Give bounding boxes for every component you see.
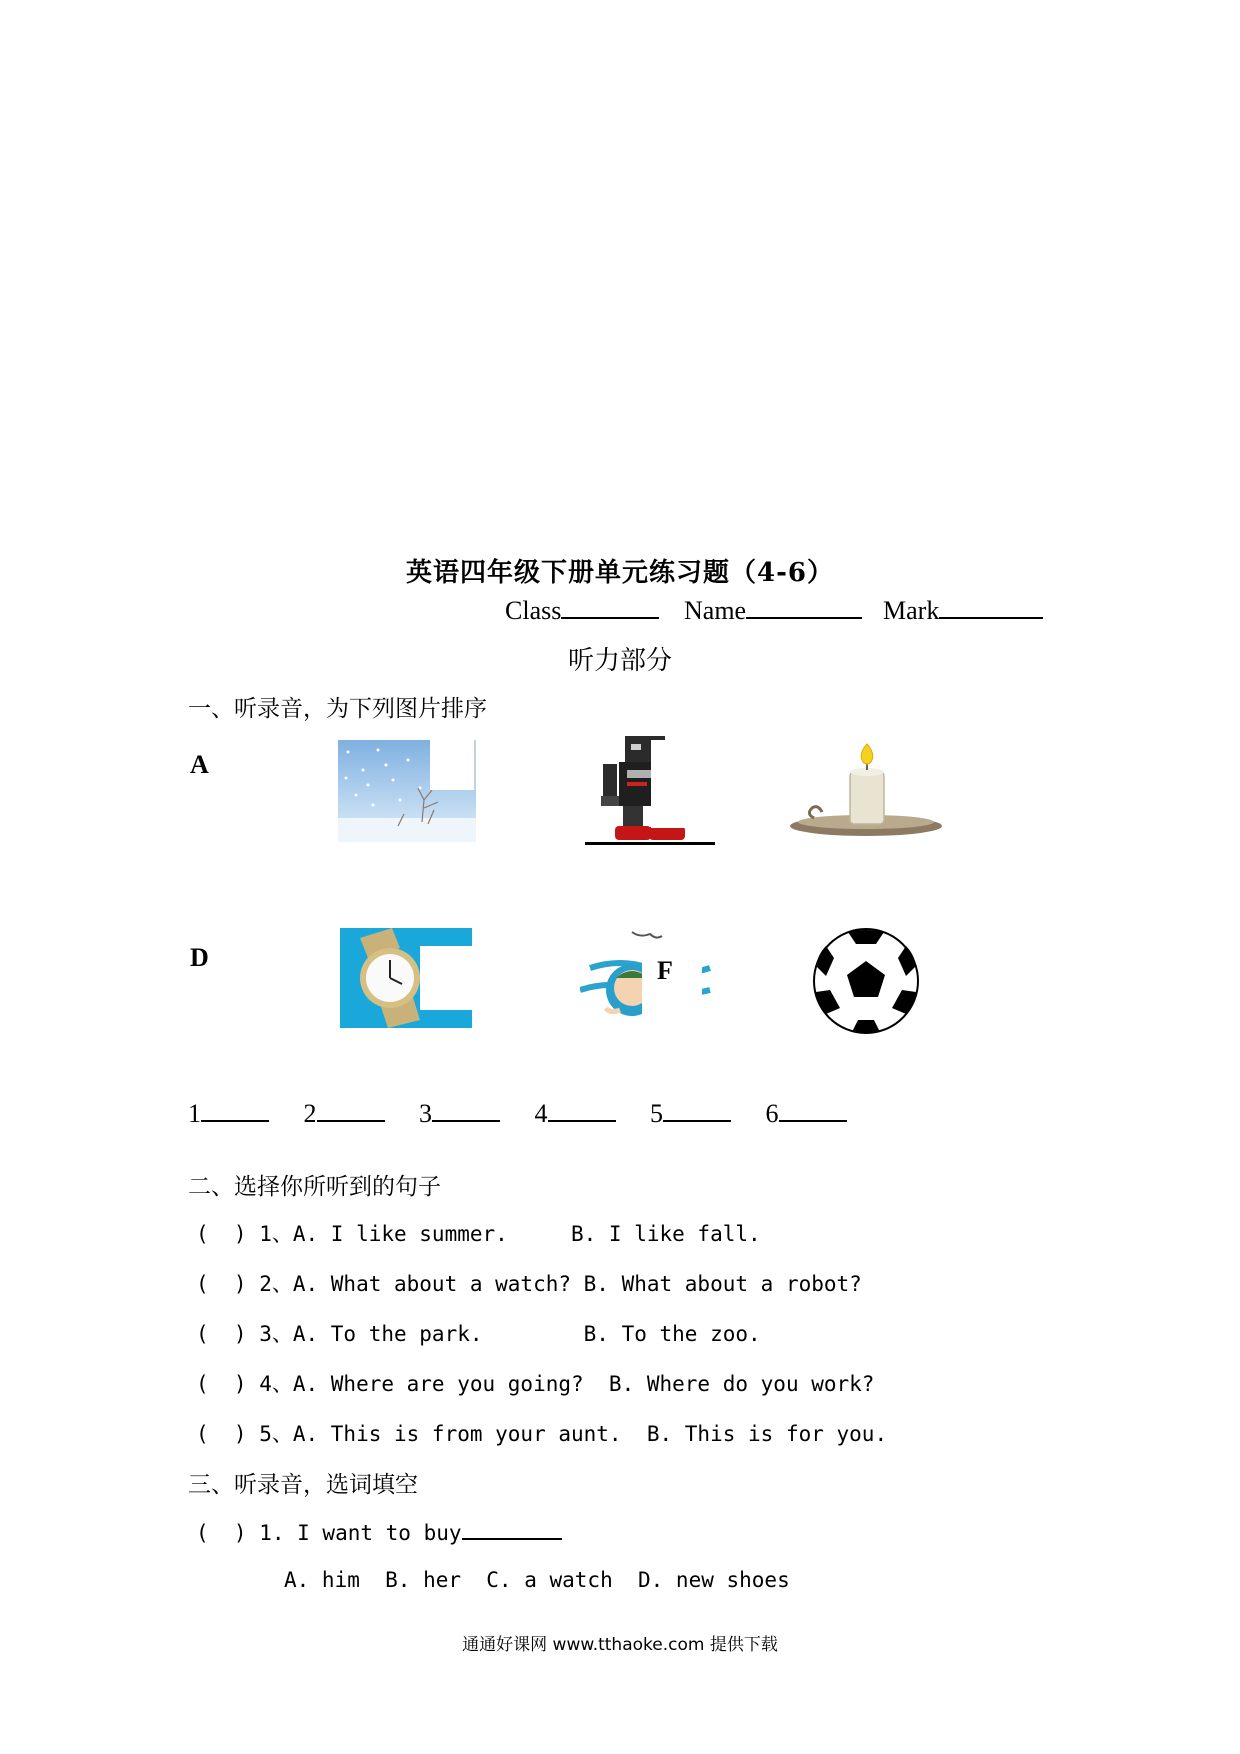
order-blank-1[interactable]: [201, 1098, 269, 1122]
robot-picture: [585, 730, 715, 846]
listening-subtitle: 听力部分: [567, 646, 672, 676]
question-3-1: ( ) 1. I want to buy: [196, 1518, 562, 1545]
robot-icon: [585, 730, 715, 846]
question-2-4: ( ) 4、A. Where are you going? B. Where do you work?: [196, 1372, 875, 1396]
row-label-a: A: [190, 750, 209, 779]
row-label-d: D: [190, 943, 209, 972]
section3-heading: 三、听录音，选词填空: [188, 1472, 418, 1498]
name-field: [684, 595, 862, 626]
question-2-5: ( ) 5、A. This is from your aunt. B. This is for you.: [196, 1422, 888, 1446]
order-item-4: 4: [535, 1098, 616, 1129]
picture-letter-f: F: [657, 956, 673, 985]
question-3-1-blank[interactable]: [462, 1518, 562, 1540]
soccer-ball-picture: [808, 928, 924, 1034]
swimming-boy-icon: [580, 928, 720, 1028]
order-item-5: 5: [650, 1098, 731, 1129]
order-blank-5[interactable]: [663, 1098, 731, 1122]
section1-heading: 一、听录音，为下列图片排序: [188, 696, 487, 722]
soccer-ball-icon: [808, 928, 924, 1034]
candle-icon: [786, 742, 946, 842]
mark-blank[interactable]: [939, 595, 1043, 619]
snow-scene-icon: [338, 740, 476, 842]
footer-credit: 通通好课网 www.tthaoke.com 提供下载: [462, 1635, 778, 1655]
watch-picture: [340, 928, 472, 1028]
order-item-1: 1: [188, 1098, 269, 1129]
name-label: Name: [684, 596, 747, 625]
watch-icon: [340, 928, 472, 1028]
order-blank-4[interactable]: [548, 1098, 616, 1122]
order-item-6: 6: [766, 1098, 847, 1129]
winter-snow-picture: [338, 740, 476, 842]
question-3-1-options: A. him B. her C. a watch D. new shoes: [284, 1568, 790, 1592]
class-blank[interactable]: [561, 595, 659, 619]
name-blank[interactable]: [746, 595, 862, 619]
order-blank-2[interactable]: [317, 1098, 385, 1122]
order-blank-6[interactable]: [779, 1098, 847, 1122]
mark-label: Mark: [883, 596, 940, 625]
mark-field: [883, 595, 1043, 626]
question-2-3: ( ) 3、A. To the park. B. To the zoo.: [196, 1322, 761, 1346]
section2-heading: 二、选择你所听到的句子: [188, 1174, 441, 1200]
order-blank-3[interactable]: [432, 1098, 500, 1122]
page-title: 英语四年级下册单元练习题（4-6）: [406, 558, 834, 588]
swimming-boy-picture: [580, 928, 720, 1028]
class-field: [505, 595, 659, 626]
order-item-3: 3: [419, 1098, 500, 1129]
ordering-answer-row: [188, 1098, 875, 1129]
candle-picture: [786, 742, 946, 842]
question-2-2: ( ) 2、A. What about a watch? B. What about a robot?: [196, 1272, 862, 1296]
question-2-1: ( ) 1、A. I like summer. B. I like fall.: [196, 1222, 761, 1246]
order-item-2: 2: [304, 1098, 385, 1129]
class-label: Class: [505, 596, 562, 625]
